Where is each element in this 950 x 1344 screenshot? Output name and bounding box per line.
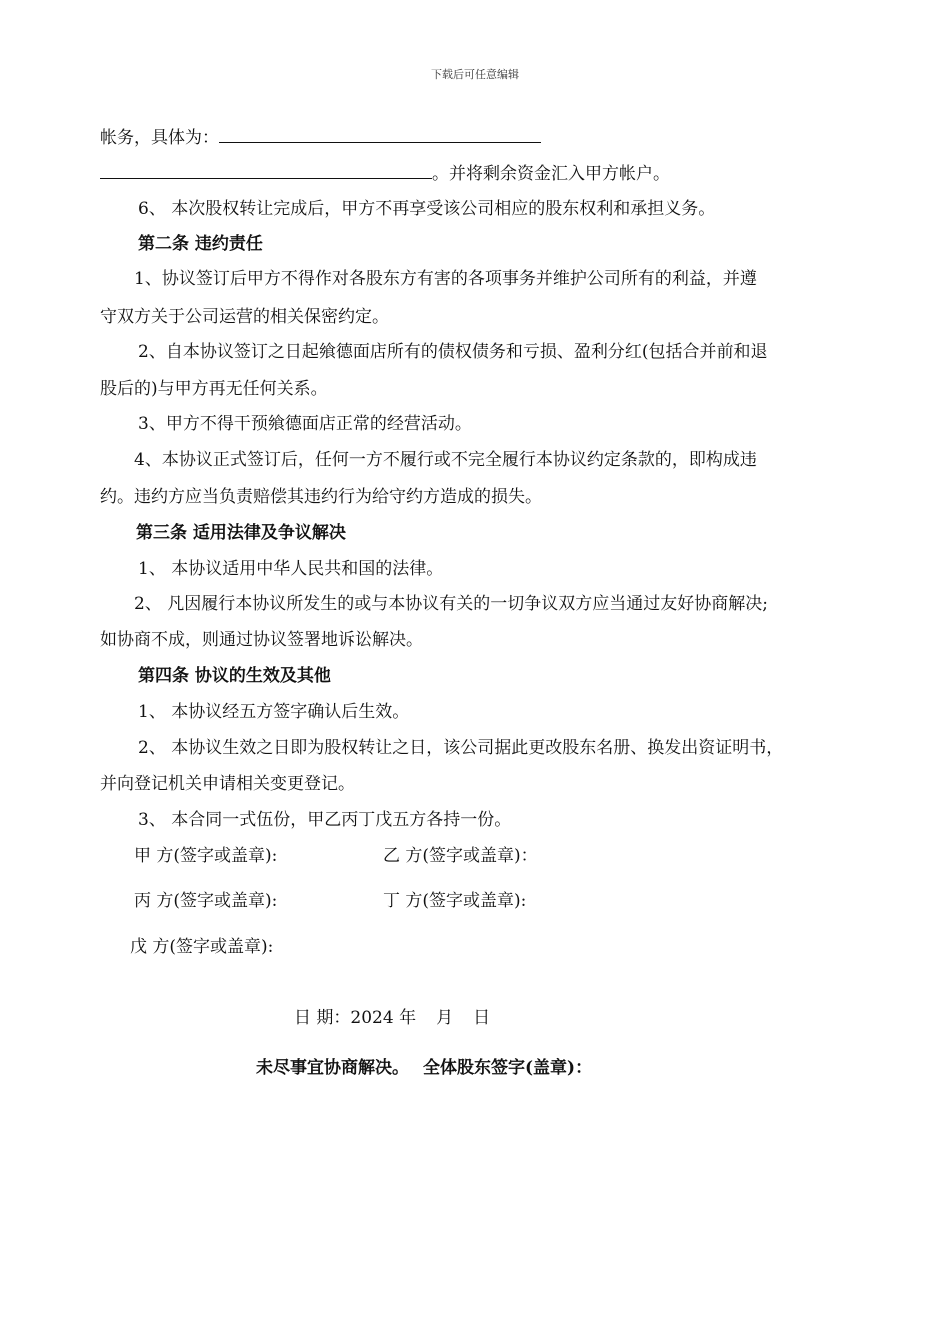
- date-line: [294, 1006, 490, 1030]
- paragraph-line: 守双方关于公司运营的相关保密约定。: [100, 307, 389, 327]
- paragraph-line: 并向登记机关申请相关变更登记。: [100, 774, 355, 794]
- section-heading: 第二条 违约责任: [138, 234, 263, 254]
- paragraph-line: 约。违约方应当负责赔偿其违约行为给守约方造成的损失。: [100, 487, 542, 507]
- paragraph-line: 4、本协议正式签订后，任何一方不履行或不完全履行本协议约定条款的，即构成违: [134, 450, 757, 470]
- signature-party-ding: 丁 方(签字或盖章):: [383, 891, 527, 911]
- paragraph-line: 2、 凡因履行本协议所发生的或与本协议有关的一切争议双方应当通过友好协商解决;: [134, 594, 768, 614]
- fill-in-blank: [219, 126, 541, 143]
- paragraph-line: 股后的)与甲方再无任何关系。: [100, 379, 328, 399]
- signature-party-bing: 丙 方(签字或盖章):: [134, 891, 278, 911]
- section-heading: 第三条 适用法律及争议解决: [136, 523, 346, 543]
- paragraph-line: 1、 本协议适用中华人民共和国的法律。: [138, 559, 444, 579]
- page-header-note: 下载后可任意编辑: [431, 68, 519, 81]
- closing-note: [256, 1056, 592, 1080]
- paragraph-line: 3、 本合同一式伍份，甲乙丙丁戊五方各持一份。: [138, 810, 512, 830]
- paragraph-line: 2、 本协议生效之日即为股权转让之日，该公司据此更改股东名册、换发出资证明书，: [138, 738, 784, 758]
- paragraph-line: [100, 126, 541, 150]
- signature-party-yi: 乙 方(签字或盖章)：: [383, 846, 538, 866]
- signature-party-jia: 甲 方(签字或盖章):: [134, 846, 278, 866]
- paragraph-line: 3、甲方不得干预飨德面店正常的经营活动。: [138, 414, 472, 434]
- paragraph-line: 1、 本协议经五方签字确认后生效。: [138, 702, 410, 722]
- closing-note-right: 全体股东签字(盖章)：: [423, 1058, 593, 1078]
- date-day: 日: [473, 1008, 491, 1028]
- paragraph-line: 如协商不成，则通过协议签署地诉讼解决。: [100, 630, 423, 650]
- section-heading: 第四条 协议的生效及其他: [138, 666, 331, 686]
- date-year: 2024 年: [350, 1008, 417, 1028]
- date-label: 日 期：: [294, 1008, 351, 1028]
- closing-note-left: 未尽事宜协商解决。: [256, 1058, 409, 1078]
- paragraph-line: 1、协议签订后甲方不得作对各股东方有害的各项事务并维护公司所有的利益，并遵: [134, 269, 757, 289]
- date-month: 月: [436, 1008, 454, 1028]
- line-text: 。并将剩余资金汇入甲方帐户。: [432, 164, 670, 184]
- paragraph-line: 2、自本协议签订之日起飨德面店所有的债权债务和亏损、盈利分红(包括合并前和退: [138, 342, 768, 362]
- signature-party-wu: 戊 方(签字或盖章):: [130, 937, 274, 957]
- paragraph-line: 6、 本次股权转让完成后，甲方不再享受该公司相应的股东权利和承担义务。: [138, 199, 716, 219]
- paragraph-line: [100, 162, 670, 186]
- line-text: 帐务，具体为：: [100, 128, 219, 148]
- fill-in-blank: [100, 162, 432, 179]
